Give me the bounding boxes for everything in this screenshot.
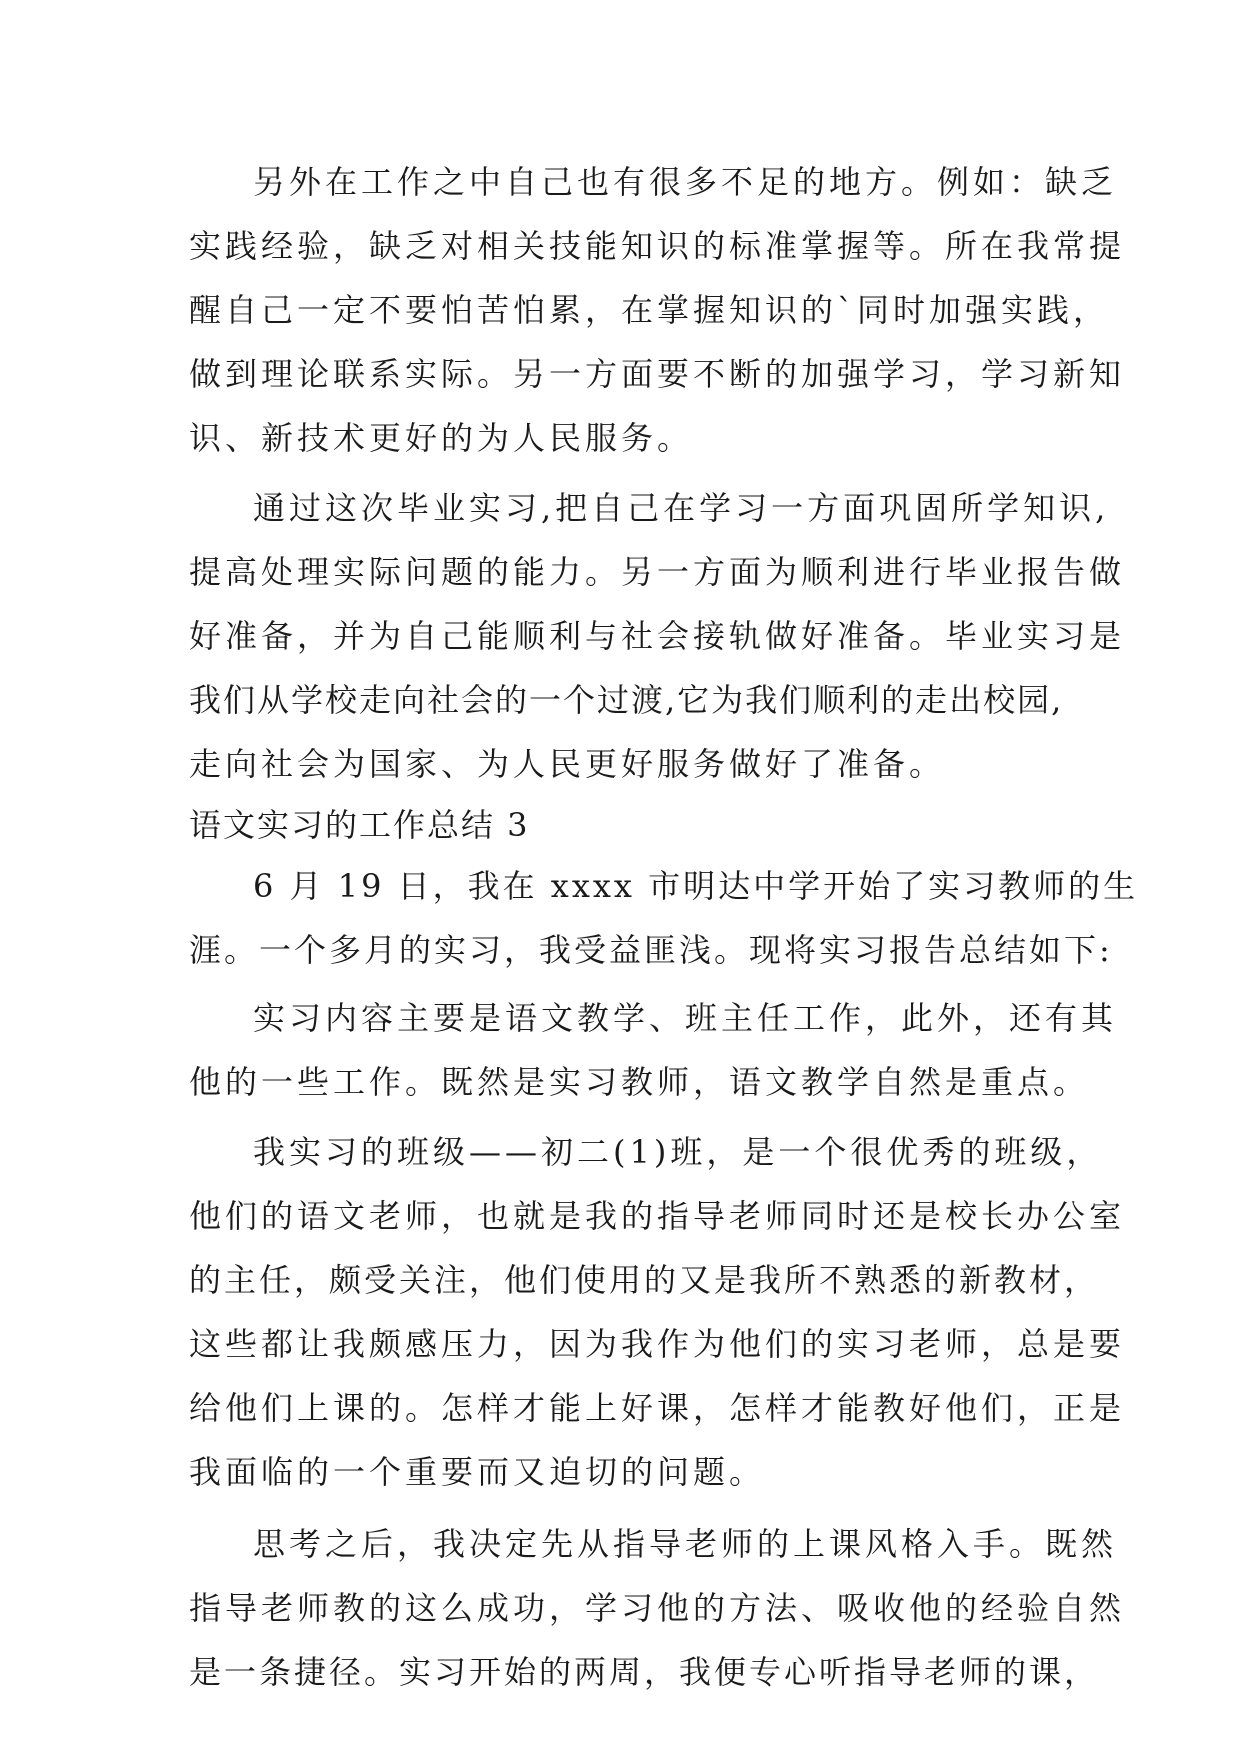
text-line: 我们从学校走向社会的一个过渡,它为我们顺利的走出校园,: [189, 681, 1064, 719]
text-line: 给他们上课的。怎样才能上好课，怎样才能教好他们，正是: [189, 1389, 1126, 1427]
paragraph-start-date: [189, 854, 1139, 982]
text-line: 另外在工作之中自己也有很多不足的地方。例如：缺乏: [253, 163, 1118, 201]
text-line: 思考之后，我决定先从指导老师的上课风格入手。既然: [253, 1525, 1118, 1563]
text-line: 走向社会为国家、为人民更好服务做好了准备。: [189, 745, 946, 783]
paragraph-class: [189, 1120, 1126, 1504]
text-line: 我实习的班级——初二(1)班，是一个很优秀的班级，: [253, 1133, 1103, 1171]
paragraph-content: [189, 986, 1118, 1114]
text-line: 他们的语文老师，也就是我的指导老师同时还是校长办公室: [189, 1197, 1126, 1235]
text-line: 这些都让我颇感压力，因为我作为他们的实习老师，总是要: [189, 1325, 1126, 1363]
text-line: 是一条捷径。实习开始的两周，我便专心听指导老师的课，: [189, 1653, 1100, 1691]
text-line: 的主任，颇受关注，他们使用的又是我所不熟悉的新教材，: [189, 1261, 1100, 1299]
text-line: 通过这次毕业实习,把自己在学习一方面巩固所学知识,: [253, 489, 1110, 527]
text-line: 涯。一个多月的实习，我受益匪浅。现将实习报告总结如下:: [189, 931, 1113, 969]
paragraph-internship-value: [189, 476, 1126, 796]
text-line: 他的一些工作。既然是实习教师，语文教学自然是重点。: [189, 1063, 1090, 1101]
text-line: 实习内容主要是语文教学、班主任工作，此外，还有其: [253, 999, 1118, 1037]
section-heading: 语文实习的工作总结 3: [189, 806, 530, 844]
text-line: 识、新技术更好的为人民服务。: [189, 419, 694, 457]
text-line: 醒自己一定不要怕苦怕累，在掌握知识的`同时加强实践，: [189, 291, 1110, 329]
document-body: [189, 150, 1139, 1704]
paragraph-approach: [189, 1512, 1126, 1704]
text-line: 我面临的一个重要而又迫切的问题。: [189, 1453, 766, 1491]
text-line: 好准备，并为自己能顺利与社会接轨做好准备。毕业实习是: [189, 617, 1126, 655]
text-line: 指导老师教的这么成功，学习他的方法、吸收他的经验自然: [189, 1589, 1126, 1627]
text-line: 提高处理实际问题的能力。另一方面为顺利进行毕业报告做: [189, 553, 1126, 591]
text-line: 实践经验，缺乏对相关技能知识的标准掌握等。所在我常提: [189, 227, 1126, 265]
paragraph-shortcomings: [189, 150, 1126, 470]
text-line: 做到理论联系实际。另一方面要不断的加强学习，学习新知: [189, 355, 1126, 393]
text-line: 6 月 19 日，我在 xxxx 市明达中学开始了实习教师的生: [253, 867, 1139, 905]
